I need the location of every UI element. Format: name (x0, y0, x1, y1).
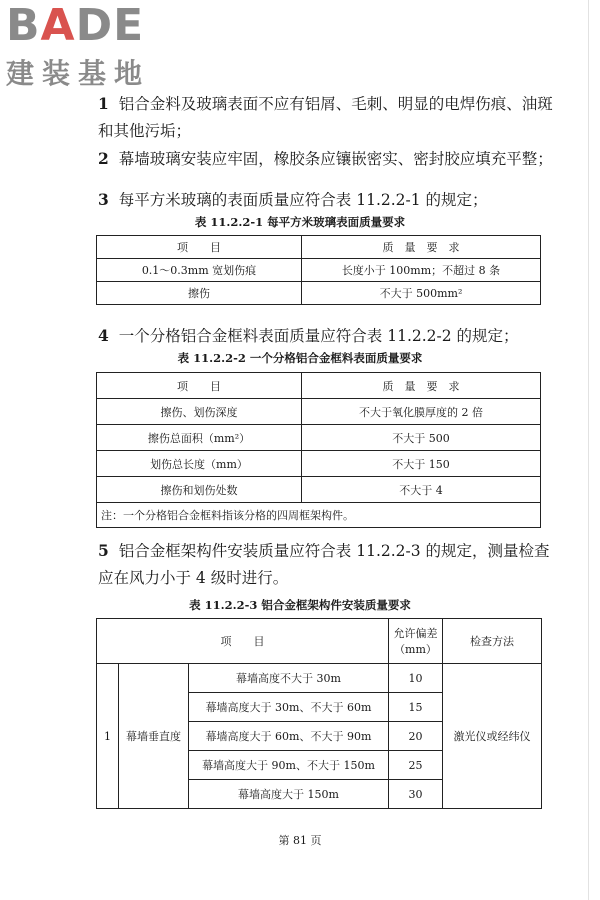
table-row (97, 477, 541, 503)
table-cell: 不大于 4 (302, 477, 541, 503)
table-header-row (97, 236, 541, 259)
clause-text: 一个分格铝合金框料表面质量应符合表 11.2.2-2 的规定； (118, 327, 519, 345)
table-header-cell: 质 量 要 求 (302, 236, 541, 259)
table-cell: 长度小于 100mm；不超过 8 条 (302, 259, 541, 282)
table1 (96, 235, 541, 305)
table-cell: 擦伤和划伤处数 (97, 477, 302, 503)
page-edge-divider (588, 0, 589, 900)
table-header-cell: 质 量 要 求 (302, 373, 541, 399)
table1-caption: 表 11.2.2-1 每平方米玻璃表面质量要求 (194, 215, 406, 229)
table-cell: 擦伤 (97, 282, 302, 305)
table-cell: 10 (389, 664, 443, 693)
table-row (97, 282, 541, 305)
clause-4 (98, 322, 556, 350)
table2 (96, 372, 541, 528)
table-cell: 不大于氧化膜厚度的 2 倍 (302, 399, 541, 425)
table-cell: 20 (389, 722, 443, 751)
clause-number: 5 (98, 541, 109, 560)
table-group-name: 幕墙垂直度 (119, 664, 189, 809)
clause-number: 1 (98, 94, 109, 113)
table-cell: 擦伤、划伤深度 (97, 399, 302, 425)
table-header-cell: 项 目 (97, 236, 302, 259)
clause-number: 2 (98, 149, 109, 168)
clause-text: 幕墙玻璃安装应牢固，橡胶条应镶嵌密实、密封胶应填充平整； (118, 150, 553, 168)
clause-number: 3 (98, 190, 109, 209)
table-cell: 0.1～0.3mm 宽划伤痕 (97, 259, 302, 282)
clause-text: 每平方米玻璃的表面质量应符合表 11.2.2-1 的规定； (118, 191, 488, 209)
table-cell: 15 (389, 693, 443, 722)
logo-subtitle: 建装基地 (6, 57, 151, 90)
table-cell: 划伤总长度（mm） (97, 451, 302, 477)
table-header-cell: 项 目 (97, 619, 389, 664)
table-row (97, 451, 541, 477)
table-note-row (97, 503, 541, 528)
clause-3 (98, 186, 556, 214)
table-header-cell: 项 目 (97, 373, 302, 399)
table-cell: 幕墙高度不大于 30m (189, 664, 389, 693)
clause-2 (98, 145, 556, 173)
clause-1 (98, 90, 556, 145)
table-cell: 擦伤总面积（mm²） (97, 425, 302, 451)
table-cell: 幕墙高度大于 30m、不大于 60m (189, 693, 389, 722)
table-row (97, 664, 542, 693)
table-cell: 25 (389, 751, 443, 780)
table2-caption: 表 11.2.2-2 一个分格铝合金框料表面质量要求 (177, 351, 423, 365)
table3 (96, 618, 542, 809)
logo-wordmark-accent: A (40, 0, 76, 51)
logo-wordmark-b: B (6, 0, 41, 51)
clause-text: 铝合金框架构件安装质量应符合表 11.2.2-3 的规定，测量检查应在风力小于 4 级时进行。 (98, 542, 550, 587)
table-cell: 幕墙高度大于 150m (189, 780, 389, 809)
logo-wordmark-de: DE (75, 0, 145, 51)
clause-5 (98, 537, 556, 592)
table-cell: 不大于 150 (302, 451, 541, 477)
logo (6, 0, 176, 94)
table-header-row (97, 619, 542, 664)
table-header-cell: 允许偏差（mm） (389, 619, 443, 664)
table-row (97, 259, 541, 282)
clause-number: 4 (98, 326, 109, 345)
logo-wordmark (6, 0, 176, 51)
table-method-cell: 激光仪或经纬仪 (443, 664, 542, 809)
table-group-number: 1 (97, 664, 119, 809)
table-note: 注：一个分格铝合金框料指该分格的四周框架构件。 (97, 503, 541, 528)
table3-caption: 表 11.2.2-3 铝合金框架构件安装质量要求 (189, 598, 411, 612)
table-cell: 幕墙高度大于 90m、不大于 150m (189, 751, 389, 780)
table-cell: 不大于 500mm² (302, 282, 541, 305)
table-header-row (97, 373, 541, 399)
table-header-cell: 检查方法 (443, 619, 542, 664)
table-row (97, 425, 541, 451)
table-cell: 幕墙高度大于 60m、不大于 90m (189, 722, 389, 751)
table-row (97, 399, 541, 425)
clause-text: 铝合金料及玻璃表面不应有铝屑、毛刺、明显的电焊伤痕、油斑和其他污垢； (98, 95, 553, 140)
page-number: 第 81 页 (278, 834, 322, 847)
table-cell: 30 (389, 780, 443, 809)
table-cell: 不大于 500 (302, 425, 541, 451)
